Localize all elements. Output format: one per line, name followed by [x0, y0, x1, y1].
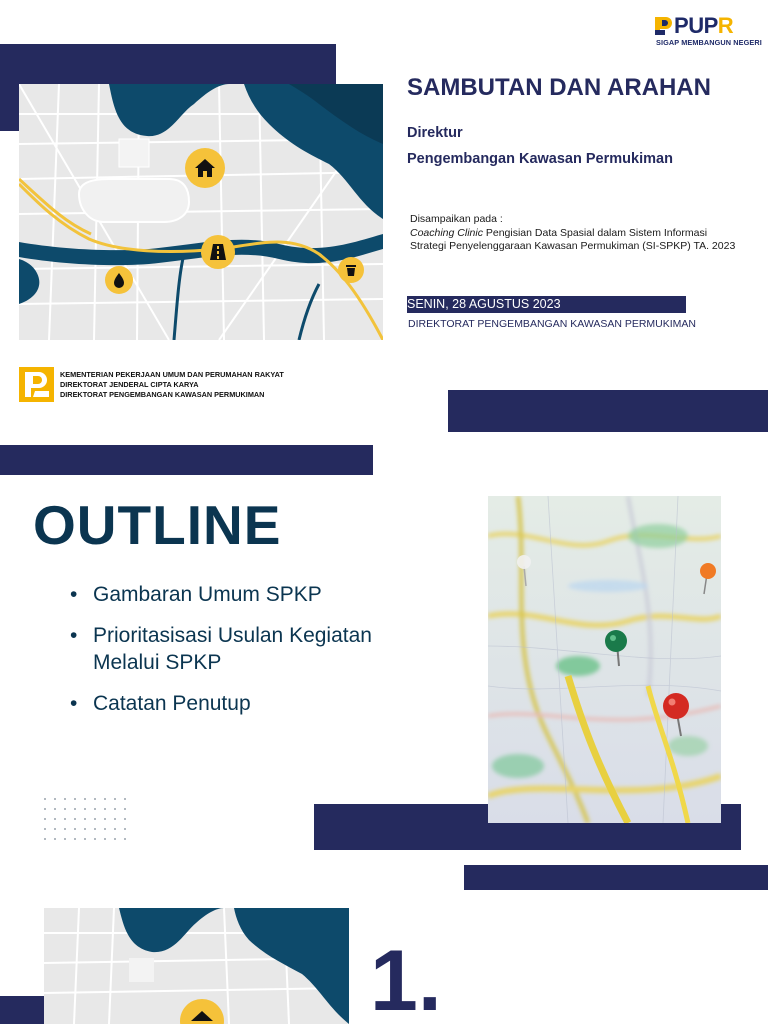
delivered-label: Disampaikan pada :	[410, 213, 503, 225]
bullet: •	[70, 583, 78, 606]
cover-slide	[0, 0, 768, 445]
wordmark-u: U	[688, 13, 704, 38]
outline-title: OUTLINE	[33, 494, 282, 556]
section-number: 1.	[370, 933, 442, 1024]
pupr-emblem-icon	[654, 16, 674, 36]
section-one-slide	[0, 890, 768, 1024]
outline-item	[72, 622, 372, 676]
outline-item	[72, 690, 372, 717]
outline-slide	[0, 445, 768, 890]
directorate-label: DIREKTORAT PENGEMBANGAN KAWASAN PERMUKIMAN	[408, 318, 697, 330]
ministry-line-2: DIREKTORAT JENDERAL CIPTA KARYA	[60, 380, 199, 389]
outline-item-text: Prioritasisasi Usulan Kegiatan	[93, 624, 372, 647]
outline-item-text: Catatan Penutup	[93, 692, 251, 715]
outline-list	[72, 581, 372, 731]
decor-bar-bottom-right	[448, 390, 768, 432]
decor-bar-top	[0, 445, 373, 475]
event-italic: Coaching Clinic	[410, 226, 483, 239]
outline-item-text: Gambaran Umum SPKP	[93, 583, 322, 606]
delivered-at-block	[410, 213, 735, 254]
road-icon	[200, 234, 236, 270]
date-banner: SENIN, 28 AGUSTUS 2023	[407, 296, 686, 313]
cover-title: SAMBUTAN DAN ARAHAN	[407, 74, 711, 101]
pupr-logo	[654, 13, 762, 48]
decor-bar-bottom-right	[464, 865, 768, 890]
pupr-tagline: SIGAP MEMBANGUN NEGERI	[656, 38, 762, 47]
decor-bar-top-left	[0, 44, 336, 84]
cover-subtitle-unit: Pengembangan Kawasan Permukiman	[407, 151, 673, 167]
water-drop-icon	[104, 265, 134, 295]
wordmark-p: P	[674, 13, 689, 38]
ministry-text	[60, 370, 284, 400]
outline-item-text-line2: Melalui SPKP	[93, 651, 222, 674]
outline-item	[72, 581, 372, 608]
decor-bar-left-edge	[0, 84, 19, 131]
bullet: •	[70, 624, 78, 647]
dot-grid-decoration	[43, 797, 133, 847]
delivered-event-line1	[410, 227, 735, 241]
wordmark-p2: P	[703, 13, 718, 38]
pupr-emblem-icon	[19, 367, 54, 402]
trash-bin-icon	[337, 256, 365, 284]
wordmark-r: R	[717, 13, 734, 38]
home-icon	[184, 147, 226, 189]
city-map-illustration	[19, 84, 383, 340]
event-rest: Pengisian Data Spasial dalam Sistem Informasi	[482, 226, 708, 239]
map-pins-photo	[488, 496, 721, 823]
bullet: •	[70, 692, 78, 715]
decor-bar-left-edge	[0, 996, 44, 1024]
delivered-event-line2: Strategi Penyelenggaraan Kawasan Permukiman (SI-SPKP) TA. 2023	[410, 240, 736, 252]
ministry-line-1: KEMENTERIAN PEKERJAAN UMUM DAN PERUMAHAN RAKYAT	[60, 370, 284, 379]
pupr-wordmark	[674, 14, 733, 38]
cover-subtitle-role: Direktur	[407, 125, 463, 141]
ministry-line-3: DIREKTORAT PENGEMBANGAN KAWASAN PERMUKIMAN	[60, 390, 265, 399]
home-icon	[179, 998, 225, 1024]
